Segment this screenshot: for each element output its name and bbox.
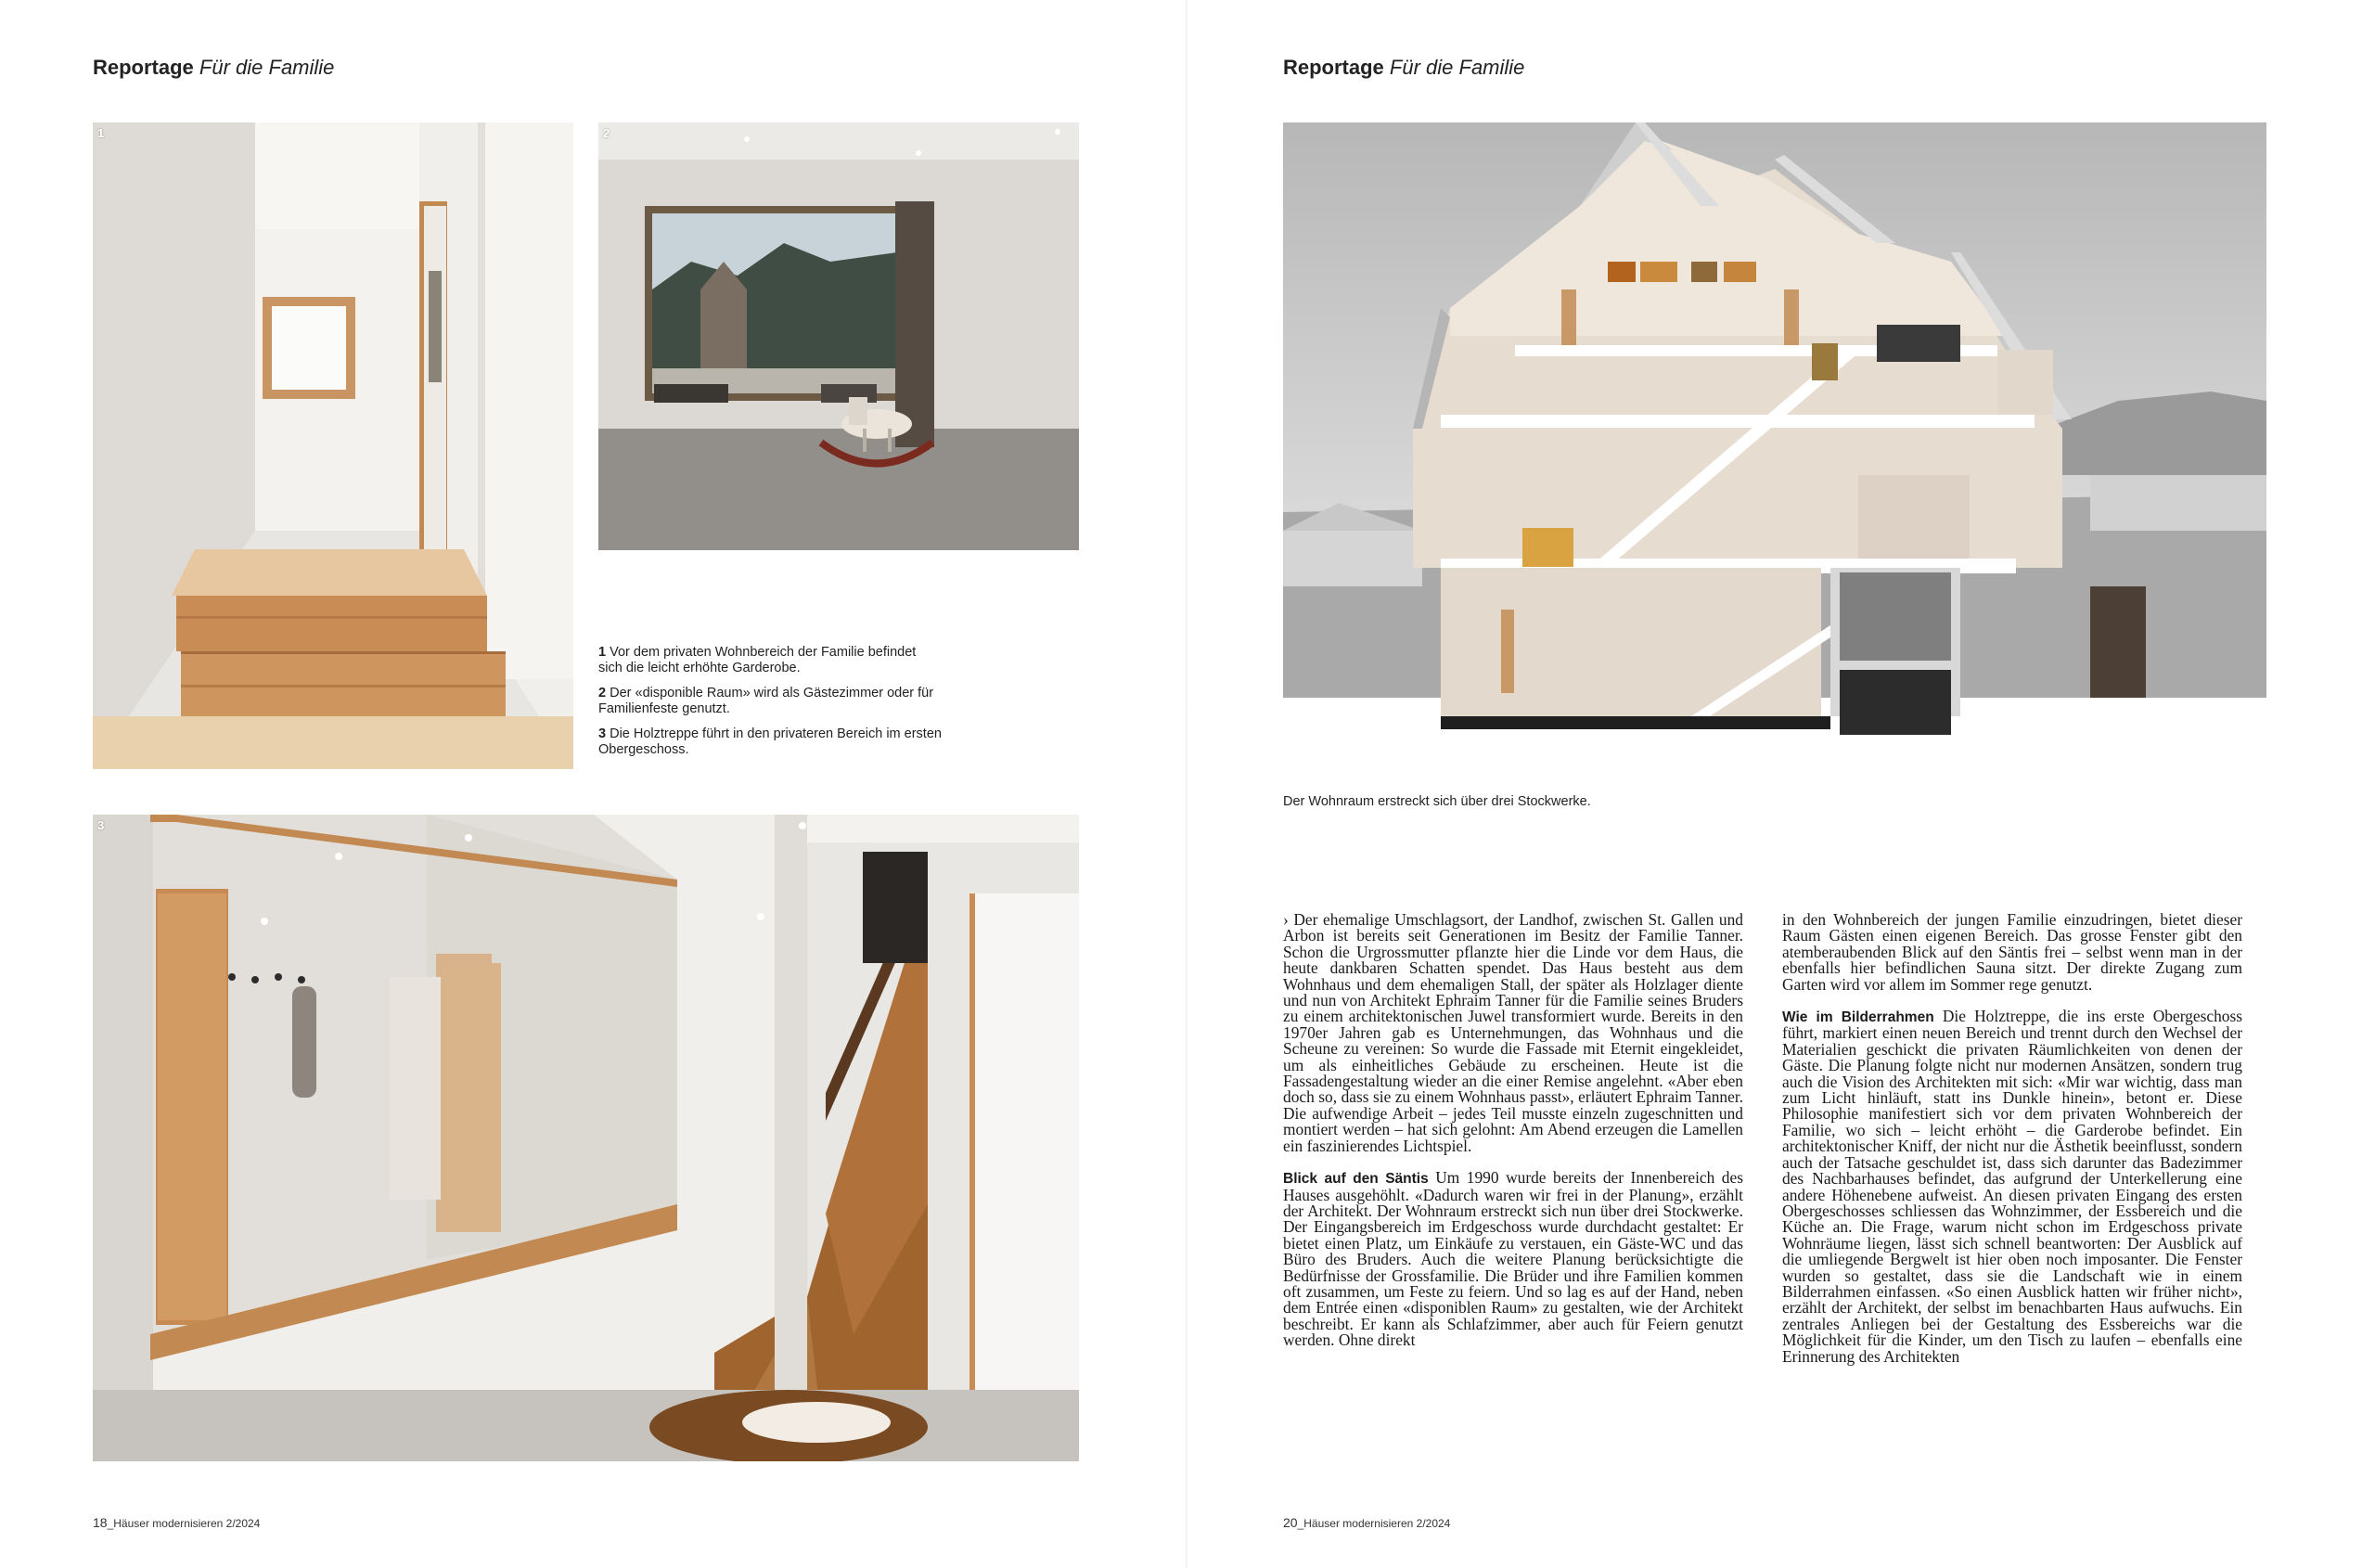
body-column-2: [1782, 912, 2242, 1365]
header-kicker-right: Reportage: [1283, 56, 1384, 79]
photo-number-2: 2: [603, 126, 610, 140]
guest-room-illustration: [598, 122, 1079, 550]
paragraph-guest-room: in den Wohnbereich der jungen Familie einzudringen, bietet dieser Raum Gästen einen eigenen Bereich. Das grosse Fenster gibt den atemberaubenden Blick auf den Säntis frei – selbst wenn man in der ebenfalls hier befindlichen Sauna sitzt. Der direkte Zugang zum Garten wird vor allem im Sommer rege genutzt.: [1782, 910, 2242, 994]
hallway-illustration: [93, 122, 573, 769]
photo-staircase: [93, 815, 1079, 1461]
staircase-illustration: [93, 815, 1079, 1461]
photo-captions: [598, 645, 942, 767]
photo-guest-room: [598, 122, 1079, 550]
footer-left: [93, 1515, 260, 1530]
body-column-1: [1283, 912, 1743, 1349]
photo-hallway: [93, 122, 573, 769]
header-topic: Für die Familie: [199, 56, 335, 79]
paragraph-saentis: Um 1990 wurde bereits der Innenbereich des Hauses ausgehöhlt. «Dadurch waren wir frei in der Planung», erzählt der Architekt. Der Wohnraum erstreckt sich nun über drei Stockwerke. Der Eingangsbereich im Erdgeschoss wurde durchdacht gestaltet: Er bietet einen Platz, um Einkäufe zu verstauen, ein Gäste-WC und das Büro des Bruders. Auch die weitere Planung berücksichtigte die Bedürfnisse der Grossfamilie. Die Brüder und ihre Familien kommen oft zusammen, um Feste zu feiern. Und so lag es auf der Hand, neben dem Entrée einen «disponiblen Raum» zu gestalten, wie der Architekt beschreibt. Er kann als Schlafzimmer, aber auch für Feiern genutzt werden. Ohne direkt: [1283, 1168, 1743, 1350]
section-header-right: [1283, 56, 1524, 80]
page-number-right: 20: [1283, 1515, 1298, 1530]
publication-left: _Häuser modernisieren 2/2024: [107, 1517, 261, 1530]
page-number-left: 18: [93, 1515, 108, 1530]
paragraph-intro: › Der ehemalige Umschlagsort, der Landhof, zwischen St. Gallen und Arbon ist bereits seit Generationen im Besitz der Familie Tanner. Schon die Urgrossmutter pflanzte hier die Linde vor dem Haus, die heute dankbaren Schatten spendet. Das Haus besteht aus dem Wohnhaus und dem ehemaligen Stall, der später als Holzlager diente und nun von Architekt Ephraim Tanner für die Familie seines Bruders zu einem architektonischen Juwel transformiert wurde. Bereits in den 1970er Jahren gab es Unternehmungen, das Wohnhaus und die Scheune zu vereinen: So wurde die Fassade mit Eternit eingekleidet, um als einheitliches Gebäude zu erscheinen. Heute ist die Fassadengestaltung wieder an die einer Remise angelehnt. «Aber eben doch so, dass sie zu einem Wohnhaus passt», erläutert Ephraim Tanner. Die aufwendige Arbeit – jedes Teil musste einzeln zugeschnitten und montiert werden – hat sich gelohnt: Am Abend erzeugen die Lamellen ein faszinierendes Lichtspiel.: [1283, 910, 1743, 1155]
header-topic-right: Für die Familie: [1389, 56, 1525, 79]
caption-1: 1 Vor dem privaten Wohnbereich der Familie befindet sich die leicht erhöhte Garderobe.: [598, 645, 917, 675]
publication-right: _Häuser modernisieren 2/2024: [1297, 1517, 1451, 1530]
subheading-bilderrahmen: Wie im Bilderrahmen: [1782, 1009, 1934, 1026]
photo-number-3: 3: [97, 818, 105, 832]
right-page: [1188, 0, 2375, 1568]
paragraph-bilderrahmen: Die Holztreppe, die ins erste Obergeschoss führt, markiert einen neuen Bereich und trennt durch den Wechsel der Materialien geschickt die privaten Räumlichkeiten von denen der Gäste. Die Planung folgte nicht nur modernen Ansätzen, sondern trug auch die Vision des Architekten mit sich: «Mir war wichtig, dass man zum Licht hinläuft, statt ins Dunkle hinein», betont er. Diese Philosophie manifestiert sich vor dem privaten Wohnbereich der Familie, wo sich – leicht erhöht – die Garderobe befindet. Ein architektonischer Kniff, der nicht nur die Ästhetik beeinflusst, sondern auch der Tatsache geschuldet ist, dass sich darunter das Badezimmer des Nachbarhauses befindet, das aufgrund der Unterkellerung eine andere Höhenebene aufweist. An diesen privaten Eingang des ersten Obergeschosses schliessen das Wohnzimmer, der Essbereich und die Küche an. Die Frage, warum nicht schon im Erdgeschoss private Wohnräume liegen, lässt sich schnell beantworten: Der Ausblick auf die umliegende Bergwelt ist hier oben noch imposanter. Die Fenster wurden so gestaltet, dass sie die Landschaft wie in einem Bilderrahmen einfassen. «So einen Ausblick hatten wir früher nicht», erzählt der Architekt, der selbst im benachbarten Haus aufwuchs. Ein zentrales Anliegen bei der Gestaltung des Essbereichs war die Möglichkeit für die Kinder, um den Tisch zu laufen – ebenfalls eine Erinnerung des Architekten: [1782, 1007, 2242, 1366]
footer-right: [1283, 1515, 1450, 1530]
photo-number-1: 1: [97, 126, 105, 140]
section-caption: Der Wohnraum erstreckt sich über drei Stockwerke.: [1283, 794, 1591, 809]
section-header-left: [93, 56, 334, 80]
header-kicker: Reportage: [93, 56, 194, 79]
subheading-saentis: Blick auf den Säntis: [1283, 1171, 1429, 1188]
caption-2: 2 Der «disponible Raum» wird als Gästezimmer oder für Familienfeste genutzt.: [598, 686, 934, 716]
house-section-illustration: [1283, 122, 2266, 772]
caption-3: 3 Die Holztreppe führt in den privateren Bereich im ersten Obergeschoss.: [598, 726, 942, 757]
section-drawing: [1283, 122, 2266, 772]
